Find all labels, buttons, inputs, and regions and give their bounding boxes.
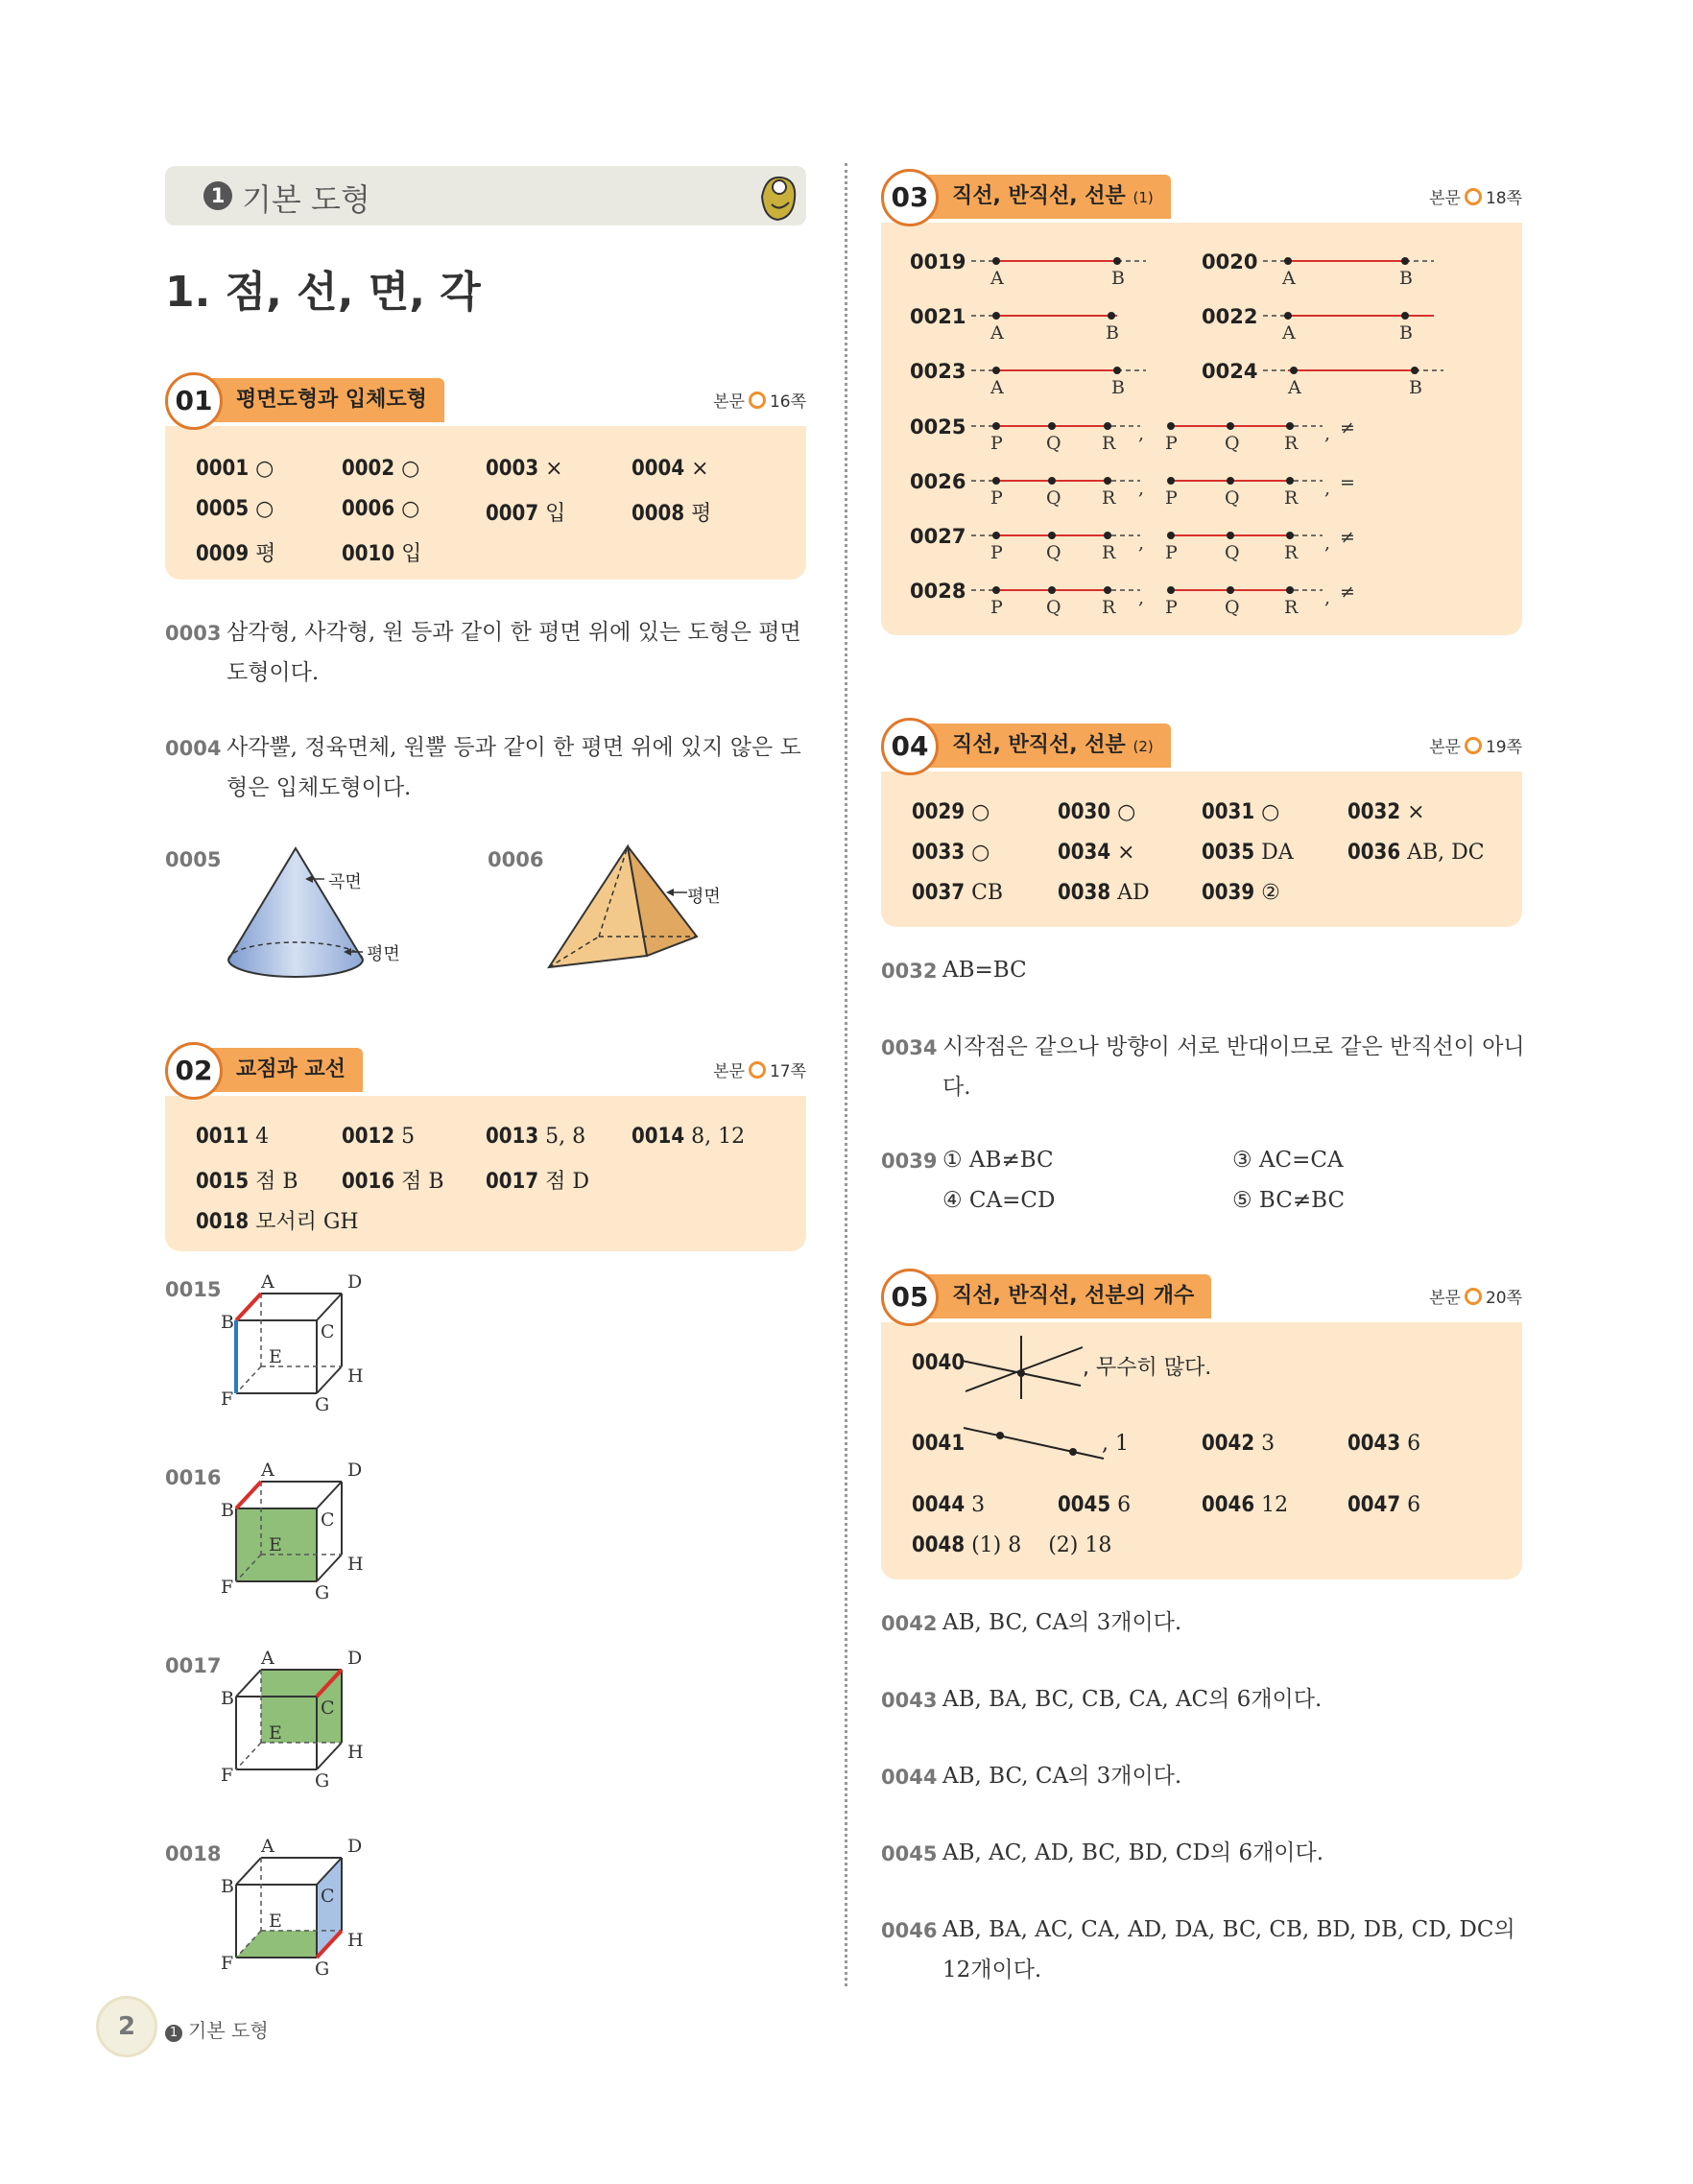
answer-item: 0044 3 [912, 1493, 986, 1517]
answer-item: 0033 ○ [912, 841, 990, 865]
answer-item: 0035 DA [1202, 841, 1294, 865]
chapter-header-bar [165, 166, 806, 226]
point-dot [992, 477, 1000, 485]
vertex-label: G [315, 1394, 330, 1415]
answer-item: 0008 평 [632, 502, 712, 526]
answer-item: 0015 점 B [196, 1170, 298, 1194]
point-label: Q [1225, 487, 1240, 509]
point-dot [1104, 586, 1111, 594]
highlighted-edge [236, 1482, 261, 1508]
circle-bullet-icon [1465, 1288, 1482, 1305]
section-01 [165, 372, 806, 580]
point-dot [1104, 422, 1111, 430]
explanation-number: 0006 [488, 848, 544, 871]
point-dot [1167, 586, 1175, 594]
answer-item: 0016 점 B [342, 1170, 444, 1194]
point-label: B [1399, 322, 1413, 344]
point-label: B [1409, 377, 1422, 398]
explanation-number: 0034 [881, 1036, 938, 1059]
section-03 [881, 169, 1522, 635]
answer-item: 0001 ○ [196, 457, 274, 481]
section-tab: 직선, 반직선, 선분 (1) [908, 175, 1171, 219]
mascot-icon [752, 170, 804, 224]
cube-figure [217, 1462, 418, 1606]
page-reference: 본문 19쪽 [1429, 738, 1522, 757]
point-dot [1227, 477, 1234, 485]
vertex-label: C [321, 1321, 335, 1342]
point-label: R [1284, 487, 1299, 509]
point-label: B [1111, 377, 1125, 398]
point-dot [1227, 422, 1234, 430]
answer-item: 0004 × [632, 457, 709, 481]
point-label: A [990, 322, 1004, 344]
cube-edge [317, 1294, 342, 1320]
section-tab [908, 1274, 1211, 1318]
circle-bullet-icon [749, 1061, 766, 1079]
answer-item: 0046 12 [1202, 1493, 1289, 1517]
answer-item: 0011 4 [196, 1125, 270, 1149]
problem-number: 0021 [910, 305, 966, 328]
explanation-text: 삼각형, 사각형, 원 등과 같이 한 평면 위에 있는 도형은 평면 도형이다. [227, 620, 801, 685]
figure-label: 평면 [367, 944, 400, 964]
comma: , [1324, 533, 1331, 554]
problem-number: 0019 [910, 250, 966, 273]
point-label: P [1165, 487, 1178, 509]
highlighted-edge [236, 1294, 261, 1320]
explanation-item: ① AB≠BC [942, 1148, 1054, 1173]
cube-edge [236, 1858, 261, 1885]
point-dot [1286, 586, 1294, 594]
explanation-text: AB=BC [942, 958, 1027, 983]
explanation-number: 0046 [881, 1919, 938, 1942]
point-label: R [1284, 433, 1299, 454]
cube-edge [317, 1482, 342, 1508]
point-label: P [990, 487, 1003, 509]
point-label: A [1282, 322, 1296, 344]
vertex-label: C [321, 1697, 335, 1719]
answer-item: 0014 8, 12 [632, 1125, 746, 1149]
section-heading: 교점과 교선 [236, 1057, 346, 1081]
explanation-text: AB, AC, AD, BC, BD, CD의 6개이다. [942, 1840, 1324, 1865]
explanation-number: 0044 [881, 1766, 938, 1789]
point-label: P [1165, 433, 1178, 454]
answer-item: 0010 입 [342, 542, 422, 566]
answer-item: 0030 ○ [1058, 800, 1136, 824]
point-dot [1286, 532, 1294, 539]
point-label: P [990, 433, 1003, 454]
cube-edge [317, 1743, 342, 1769]
vertex-label: D [347, 1462, 363, 1481]
problem-number: 0024 [1202, 360, 1258, 383]
point-dot [1048, 422, 1056, 430]
vertex-label: A [261, 1274, 274, 1293]
explanation-number: 0003 [165, 622, 222, 645]
chapter-title: 기본 도형 [242, 181, 370, 218]
explanation-text: AB, BC, CA의 3개이다. [942, 1764, 1182, 1789]
explanation-number: 0042 [881, 1612, 938, 1635]
explanation-item: ⑤ BC≠BC [1232, 1188, 1346, 1213]
vertex-label: H [347, 1930, 364, 1951]
cube-figure [217, 1839, 418, 1982]
point-label: Q [1225, 597, 1240, 618]
point-label: A [990, 377, 1004, 398]
explanation-text: AB, BC, CA의 3개이다. [942, 1610, 1182, 1635]
point-dot [992, 586, 1000, 594]
answer-item: 0002 ○ [342, 457, 420, 481]
point-label: Q [1046, 433, 1061, 454]
vertex-label: C [321, 1509, 335, 1531]
circle-bullet-icon [1465, 737, 1482, 754]
point-label: A [1282, 268, 1296, 289]
point-dot [1284, 312, 1292, 320]
point-label: Q [1046, 597, 1061, 618]
comma: , [1324, 587, 1331, 608]
section-number: 02 [165, 1042, 223, 1100]
vertex-label: E [269, 1346, 282, 1367]
explanation-text: AB, BA, BC, CB, CA, AC의 6개이다. [942, 1687, 1323, 1712]
line-diagrams [881, 223, 1522, 635]
footer-chapter: 1 기본 도형 [165, 2015, 269, 2043]
cube-hidden-edge [236, 1743, 261, 1769]
explanation-item: ③ AC=CA [1232, 1148, 1344, 1173]
answer-item: 0037 CB [912, 881, 1004, 905]
two-points-line-figure [960, 1418, 1113, 1466]
page-reference: 본문 17쪽 [713, 1062, 806, 1081]
page-reference: 본문 16쪽 [713, 392, 806, 412]
explanation-number: 0045 [881, 1842, 938, 1865]
explanation-number: 0005 [165, 848, 222, 871]
comma: , [1138, 478, 1145, 499]
point-dot [1048, 586, 1056, 594]
point-dot [1284, 257, 1292, 265]
vertex-label: B [221, 1688, 234, 1709]
section-heading: 직선, 반직선, 선분 [952, 184, 1126, 208]
comma: , [1324, 478, 1331, 499]
answer-item: , 무수히 많다. [1083, 1356, 1212, 1380]
explanation-text: AB, BA, AC, CA, AD, DA, BC, CB, BD, DB, CD, DC의 12개이다. [942, 1917, 1515, 1982]
point-label: B [1399, 268, 1413, 289]
problem-number: 0025 [910, 415, 966, 439]
point-label: P [1165, 597, 1178, 618]
explanation-text: 시작점은 같으나 방향이 서로 반대이므로 같은 반직선이 아니다. [942, 1034, 1525, 1100]
answer-item: 0043 6 [1347, 1432, 1421, 1456]
answer-item: 0003 × [486, 457, 563, 481]
vertex-label: E [269, 1722, 282, 1744]
problem-number: 0028 [910, 580, 966, 603]
explanation-number: 0015 [165, 1278, 222, 1301]
section-number: 04 [881, 718, 939, 775]
answer-item: 0040 [912, 1351, 966, 1375]
point-label: Q [1046, 542, 1061, 563]
vertex-label: B [221, 1500, 234, 1521]
cube-edge [236, 1670, 261, 1697]
vertex-label: G [315, 1770, 330, 1792]
chapter-number: 1 [203, 181, 232, 210]
point-dot [1286, 422, 1294, 430]
cube-edge [317, 1555, 342, 1581]
section-number: 03 [881, 169, 939, 226]
point-label: R [1102, 487, 1116, 509]
point-dot [992, 257, 1000, 265]
figure-label: 곡면 [328, 872, 362, 892]
circle-bullet-icon [1465, 188, 1482, 205]
section-02 [165, 1042, 806, 1251]
page-reference: 본문 18쪽 [1429, 189, 1522, 208]
point-dot [1048, 532, 1056, 539]
explanation-item: ④ CA=CD [942, 1188, 1056, 1213]
answer-item: 0032 × [1347, 800, 1425, 824]
comma: , [1324, 423, 1331, 444]
answer-item: 0012 5 [342, 1125, 416, 1149]
point-label: Q [1225, 433, 1240, 454]
explanation-number: 0004 [165, 737, 222, 760]
section-heading: 직선, 반직선, 선분의 개수 [952, 1284, 1195, 1308]
answer-item: 0005 ○ [196, 497, 274, 521]
vertex-label: D [347, 1274, 363, 1293]
cube-hidden-edge [236, 1366, 261, 1393]
comma: , [1138, 423, 1145, 444]
relation-symbol: = [1340, 472, 1355, 493]
answer-item: 0018 모서리 GH [196, 1210, 359, 1234]
pyramid-figure [543, 841, 716, 975]
section-tab: 직선, 반직선, 선분 (2) [908, 724, 1171, 768]
explanation-number: 0043 [881, 1689, 938, 1712]
point-label: P [990, 542, 1003, 563]
vertex-label: B [221, 1876, 234, 1897]
point-dot [992, 367, 1000, 374]
page-reference: 본문 20쪽 [1429, 1289, 1522, 1308]
answer-item: 0042 3 [1202, 1432, 1276, 1456]
vertex-label: E [269, 1534, 282, 1555]
cube-figure [217, 1274, 418, 1418]
circle-bullet-icon [749, 392, 766, 409]
vertex-label: C [321, 1886, 335, 1907]
point-label: R [1284, 597, 1299, 618]
relation-symbol: ≠ [1340, 417, 1355, 439]
vertex-label: E [269, 1911, 282, 1932]
answer-item: 0006 ○ [342, 497, 420, 521]
vertex-label: F [221, 1953, 234, 1974]
problem-number: 0020 [1202, 250, 1258, 273]
answer-item: 0038 AD [1058, 881, 1150, 905]
answer-item: 0017 점 D [486, 1170, 589, 1194]
column-divider [845, 163, 847, 1986]
point-dot [1108, 312, 1115, 320]
vertex-label: F [221, 1765, 234, 1786]
point-dot [992, 312, 1000, 320]
point-dot [1401, 312, 1409, 320]
answer-item: 0045 6 [1058, 1493, 1132, 1517]
point-dot [1401, 257, 1409, 265]
comma: , [1138, 587, 1145, 608]
point-label: R [1102, 542, 1116, 563]
relation-symbol: ≠ [1340, 527, 1355, 548]
point-label: A [1288, 377, 1301, 398]
explanation-number: 0018 [165, 1842, 222, 1865]
point-dot [1167, 532, 1175, 539]
point-label: B [1106, 322, 1119, 344]
point-label: R [1102, 433, 1116, 454]
point-label: B [1111, 268, 1125, 289]
answer-item: 0013 5, 8 [486, 1125, 586, 1149]
relation-symbol: ≠ [1340, 582, 1355, 603]
vertex-label: F [221, 1577, 234, 1598]
point-dot [992, 532, 1000, 539]
answer-item: 0047 6 [1347, 1493, 1421, 1517]
vertex-label: H [347, 1365, 364, 1387]
point-dot [1113, 367, 1121, 374]
problem-number: 0026 [910, 470, 966, 493]
problem-number: 0023 [910, 360, 966, 383]
answer-item: 0034 × [1058, 841, 1135, 865]
vertex-label: A [261, 1839, 274, 1857]
explanation-number: 0017 [165, 1654, 222, 1677]
cube-edge [317, 1366, 342, 1393]
vertex-label: H [347, 1554, 364, 1575]
point-dot [1290, 367, 1298, 374]
problem-number: 0027 [910, 525, 966, 548]
vertex-label: D [347, 1839, 363, 1857]
point-label: P [990, 597, 1003, 618]
answer-item: 0041 [912, 1432, 966, 1456]
section-title: 1. 점, 선, 면, 각 [165, 268, 481, 317]
section-tab [192, 378, 444, 422]
point-label: R [1284, 542, 1299, 563]
answer-box [881, 772, 1522, 927]
vertex-label: G [315, 1582, 330, 1603]
answer-item: 0036 AB, DC [1347, 841, 1485, 865]
problem-number: 0022 [1202, 305, 1258, 328]
point-dot [1048, 477, 1056, 485]
vertex-label: B [221, 1312, 234, 1333]
answer-box [165, 1096, 806, 1251]
point-dot [1227, 586, 1234, 594]
answer-box [165, 426, 806, 580]
cube-figure [217, 1650, 418, 1794]
vertex-label: A [261, 1462, 274, 1481]
section-05 [881, 1269, 1522, 1579]
answer-item: 0039 ② [1202, 881, 1280, 905]
section-number: 05 [881, 1269, 939, 1326]
point-label: Q [1046, 487, 1061, 509]
section-04 [881, 718, 1522, 927]
vertex-label: H [347, 1742, 364, 1763]
point-label: Q [1225, 542, 1240, 563]
point-dot [1104, 532, 1111, 539]
answer-item: , 1 [1102, 1432, 1129, 1456]
answer-item: 0031 ○ [1202, 800, 1280, 824]
page-number: 2 [96, 1996, 157, 2057]
answer-item: 0029 ○ [912, 800, 990, 824]
vertex-label: F [221, 1389, 234, 1410]
explanation-number: 0016 [165, 1466, 222, 1489]
answer-item: 0007 입 [486, 502, 566, 526]
point-label: R [1102, 597, 1116, 618]
section-heading: 직선, 반직선, 선분 [952, 733, 1126, 757]
point-dot [1167, 422, 1175, 430]
point-dot [1286, 477, 1294, 485]
figure-label: 평면 [687, 887, 721, 907]
vertex-label: D [347, 1650, 363, 1669]
point-dot [1113, 257, 1121, 265]
answer-item: 0009 평 [196, 542, 276, 566]
section-heading: 평면도형과 입체도형 [236, 388, 427, 412]
answer-box [881, 1322, 1522, 1579]
point-dot [992, 422, 1000, 430]
point-dot [1167, 477, 1175, 485]
comma: , [1138, 533, 1145, 554]
point-dot [1227, 532, 1234, 539]
point-label: P [1165, 542, 1178, 563]
point-dot [1411, 367, 1419, 374]
point-dot [1104, 477, 1111, 485]
explanation-number: 0032 [881, 960, 938, 983]
intersecting-lines-figure [958, 1332, 1092, 1399]
explanation-number: 0039 [881, 1150, 938, 1173]
section-number: 01 [165, 372, 223, 430]
vertex-label: G [315, 1958, 330, 1980]
explanation-text: 사각뿔, 정육면체, 원뿔 등과 같이 한 평면 위에 있지 않은 도형은 입체도형이다. [227, 735, 801, 800]
vertex-label: A [261, 1650, 274, 1669]
point-label: A [990, 268, 1004, 289]
answer-item: 0048 (1) 8 (2) 18 [912, 1533, 1112, 1557]
answer-box [881, 223, 1522, 635]
